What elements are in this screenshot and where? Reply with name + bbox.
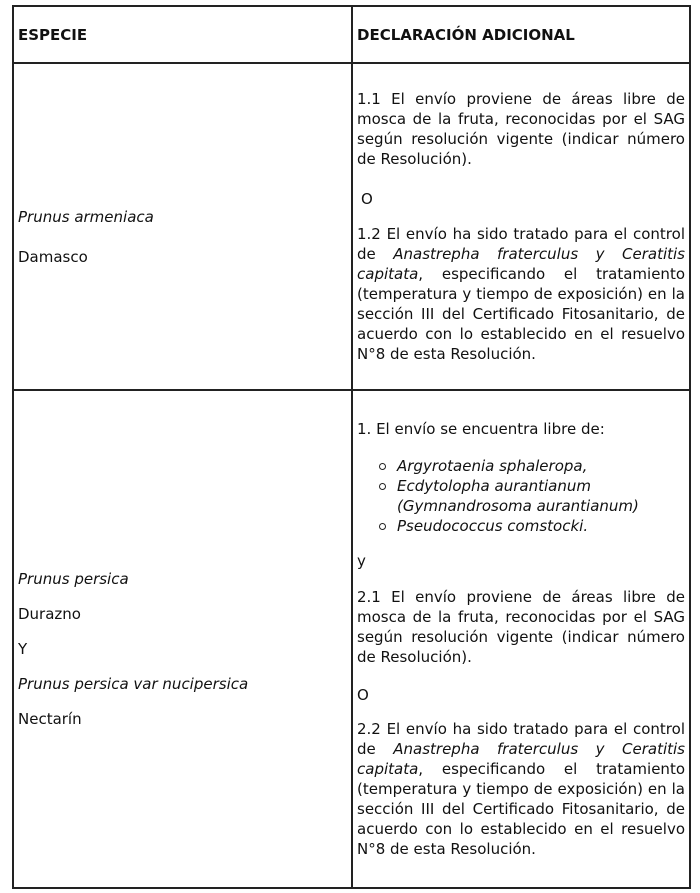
pest-name: Argyrotaenia sphaleropa, (397, 457, 588, 475)
species-common-name: Nectarín (18, 710, 82, 728)
table-row (13, 390, 690, 888)
declarations-table (12, 5, 691, 889)
and-connector: y (357, 552, 366, 570)
list-item (375, 456, 685, 476)
declaration-paragraph (357, 719, 685, 859)
species-cell (13, 63, 352, 390)
declaration-cell (352, 63, 690, 390)
text: 1.2 El envío ha sido tratado para el control de (357, 225, 685, 263)
header-row (13, 6, 690, 63)
list-item (375, 516, 685, 536)
or-connector: O (361, 190, 373, 208)
pest-names: Anastrepha fraterculus y Ceratitis capitata (357, 740, 685, 778)
species-common-name: Durazno (18, 605, 81, 623)
declaration-paragraph: 1.1 El envío proviene de áreas libre de mosca de la fruta, reconocidas por el SAG según resolución vigente (indicar número de Resolución). (357, 90, 685, 168)
species-scientific-name: Prunus armeniaca (18, 207, 154, 226)
pest-names: Anastrepha fraterculus y Ceratitis capitata (357, 245, 685, 283)
text: , especificando el tratamiento (temperatura y tiempo de exposición) en la sección III del Certificado Fitosanitario, de acuerdo con lo establecido en el resuelvo N°8 de esta Resolución. (357, 760, 685, 858)
or-connector: O (357, 686, 369, 704)
species-scientific-name: Prunus persica var nucipersica (18, 675, 249, 693)
header-declaration: DECLARACIÓN ADICIONAL (352, 6, 690, 63)
pest-name: Pseudococcus comstocki. (397, 517, 589, 535)
text: , especificando el tratamiento (temperatura y tiempo de exposición) en la sección III del Certificado Fitosanitario, de acuerdo con lo establecido en el resuelvo N°8 de esta Resolución. (357, 265, 685, 363)
text: 2.2 El envío ha sido tratado para el control de (357, 720, 685, 758)
conjunction: Y (18, 640, 28, 658)
declaration-paragraph (357, 224, 685, 364)
header-species: ESPECIE (13, 6, 352, 63)
pest-name: Ecdytolopha aurantianum (Gymnandrosoma aurantianum) (397, 477, 639, 515)
pest-list (357, 456, 685, 536)
declaration-cell (352, 390, 690, 888)
list-item (375, 476, 685, 516)
declaration-intro: 1. El envío se encuentra libre de: (357, 420, 605, 438)
species-common-name: Damasco (18, 247, 88, 266)
species-cell (13, 390, 352, 888)
declaration-paragraph: 2.1 El envío proviene de áreas libre de mosca de la fruta, reconocidas por el SAG según resolución vigente (indicar número de Resolución). (357, 588, 685, 666)
species-scientific-name: Prunus persica (18, 570, 129, 588)
table-row (13, 63, 690, 390)
